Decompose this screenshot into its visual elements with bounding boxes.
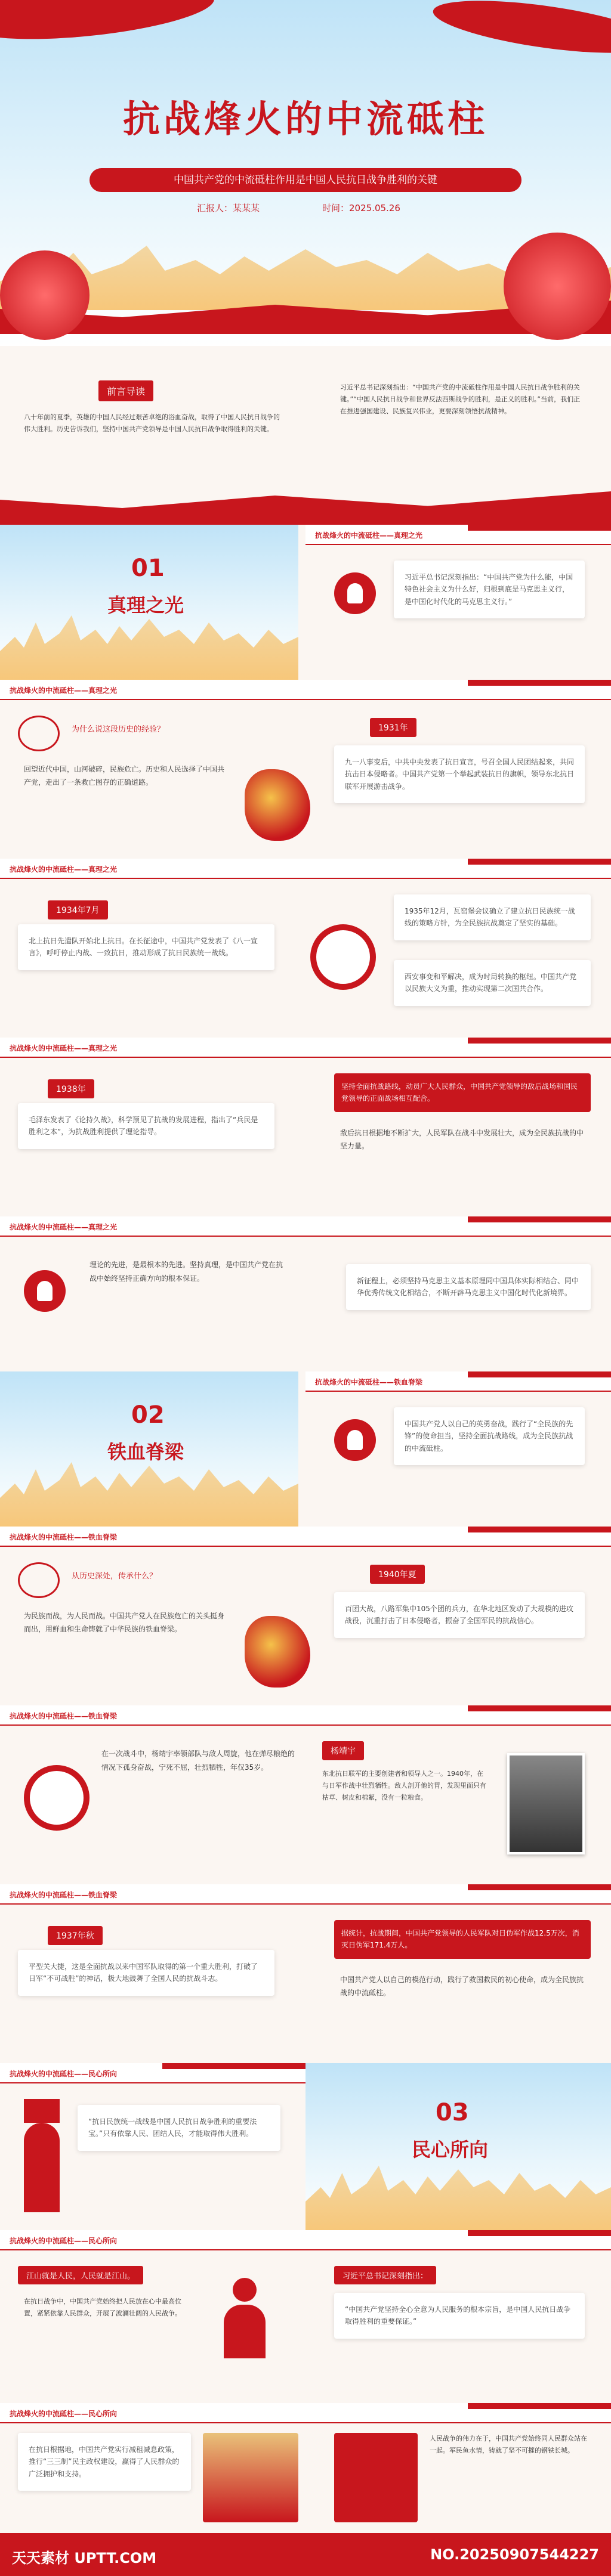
intro-right-text: 习近平总书记深刻指出：“中国共产党的中流砥柱作用是中国人民抗日战争胜利的关键。”“中国人民抗日战争和世界反法西斯战争的胜利，是正义的胜利。”当前，我们正在推进强国建设、民族复兴伟业，更要深刻领悟抗战精神。 [340,383,581,415]
megaphone-icon [18,1562,60,1598]
year-tag: 1940年夏 [370,1565,425,1584]
cover-slide [0,0,611,346]
slide-1940 [0,1527,611,1705]
red-wave [0,483,611,525]
ring-icon [24,1765,90,1831]
left-text: 为民族而战，为人民而战。中国共产党人在民族危亡的关头挺身而出，用鲜血和生命铸就了中华民族的铁血脊梁。 [24,1612,225,1633]
section-title: 铁血脊梁 [107,1441,184,1463]
peony-right-icon [504,233,611,340]
slide-1934 [0,859,611,1038]
slide-header: 抗战烽火的中流砥柱——民心所向 [0,2230,611,2250]
right-card-1: 1935年12月，瓦窑堡会议确立了建立抗日民族统一战线的策略方针，为全民族抗战奠定了坚实的基础。 [394,894,591,940]
trumpet-icon [245,1616,310,1688]
people-group-icon [209,2278,280,2367]
highlight-band: 坚持全面抗战路线，动员广大人民群众，中国共产党领导的敌后战场和国民党领导的正面战场相互配合。 [334,1073,591,1112]
name-text: 东北抗日联军的主要创建者和领导人之一。1940年，在与日军作战中壮烈牺牲。敌人剖开他的胃，发现里面只有枯草、树皮和棉絮，没有一粒粮食。 [322,1770,486,1801]
slide-header: 抗战烽火的中流砥柱——真理之光 [0,1038,611,1058]
right-card: 新征程上，必须坚持马克思主义基本原理同中国具体实际相结合、同中华优秀传统文化相结合，不断开辟马克思主义中国化时代化新境界。 [346,1264,591,1310]
left-tag: 江山就是人民，人民就是江山。 [18,2266,143,2284]
site-watermark: 天天素材 UPTT.COM [12,2550,157,2566]
left-text: 在一次战斗中，杨靖宇率领部队与敌人周旋，他在弹尽粮绝的情况下孤身奋战，宁死不屈，壮烈牺牲，年仅35岁。 [101,1750,295,1772]
target-icon [310,924,376,990]
highlight-band: 据统计，抗战期间，中国共产党领导的人民军队对日伪军作战12.5万次，消灭日伪军171.4万人。 [334,1920,591,1959]
podium-icon [24,1270,66,1312]
slide-hero [0,1705,611,1884]
year-card: 九一八事变后，中共中央发表了抗日宣言，号召全国人民团结起来，共同抗击日本侵略者。中国共产党第一个举起武装抗日的旗帜，领导东北抗日联军开展游击战争。 [334,745,585,803]
year-card: 百团大战，八路军集中105个团的兵力，在华北地区发动了大规模的进攻战役，沉重打击了日本侵略者，振奋了全国军民的抗战信心。 [334,1592,585,1638]
right-card-2: 西安事变和平解决，成为时局转换的枢纽。中国共产党以民族大义为重，推动实现第二次国共合作。 [394,960,591,1006]
speaker-icon [334,1419,376,1461]
portrait-photo [507,1753,585,1854]
trumpet-icon [245,769,310,841]
year-card: 毛泽东发表了《论持久战》，科学预见了抗战的发展进程，指出了“兵民是胜利之本”，为抗战胜利提供了理论指导。 [18,1103,274,1149]
intro-slide [0,346,611,525]
slide-people [0,2230,611,2403]
year-tag: 1934年7月 [48,900,108,919]
right-text: 敌后抗日根据地不断扩大，人民军队在战斗中发展壮大，成为全民族抗战的中坚力量。 [340,1129,584,1150]
red-cloth-image [334,2433,418,2522]
left-text: 回望近代中国，山河破碎，民族危亡。历史和人民选择了中国共产党，走出了一条救亡图存的正确道路。 [24,765,225,787]
left-card: 在抗日根据地，中国共产党实行减租减息政策，推行“三三制”民主政权建设，赢得了人民群众的广泛拥护和支持。 [18,2433,191,2491]
intro-tag: 前言导读 [98,380,153,401]
question: 从历史深处，传承什么？ [72,1572,158,1581]
year-tag: 1931年 [370,718,416,737]
quote-card: 中国共产党人以自己的英勇奋战，践行了“全民族的先锋”的使命担当，坚持全面抗战路线，成为全民族抗战的中流砥柱。 [394,1407,585,1465]
slide-header: 抗战烽火的中流砥柱——真理之光 [0,859,611,879]
date: 时间：2025.05.26 [322,203,400,213]
year-card: 北上抗日先遣队开始北上抗日。在长征途中，中国共产党发表了《八一宣言》，呼吁停止内战、一致抗日，推动形成了抗日民族统一战线。 [18,924,274,970]
gate-image [203,2433,298,2522]
year-card: 平型关大捷，这是全面抗战以来中国军队取得的第一个重大胜利，打破了日军“不可战胜”的神话，极大地鼓舞了全国人民的抗战斗志。 [18,1950,274,1996]
left-card: “抗日民族统一战线是中国人民抗日战争胜利的重要法宝。”只有依靠人民、团结人民，才能取得伟大胜利。 [78,2105,280,2151]
right-card: “中国共产党坚持全心全意为人民服务的根本宗旨，是中国人民抗日战争取得胜利的重要保证。” [334,2293,585,2339]
megaphone-icon [18,716,60,751]
question: 为什么说这段历史的经验？ [72,725,165,734]
slide-header: 抗战烽火的中流砥柱——铁血脊梁 [0,1705,611,1726]
figure-silhouette [24,2123,60,2212]
slide-header: 抗战烽火的中流砥柱——真理之光 [0,1216,611,1237]
section1-slide [0,525,611,680]
year-tag: 1937年秋 [48,1926,103,1945]
section-number: 01 [131,555,165,582]
left-text: 理论的先进，是最根本的先进。坚持真理，是中国共产党在抗战中始终坚持正确方向的根本保证。 [90,1261,283,1283]
section-number: 03 [436,2099,469,2126]
slide-theory [0,1216,611,1371]
speaker-icon [334,572,376,614]
cover-subtitle: 中国共产党的中流砥柱作用是中国人民抗日战争胜利的关键 [90,168,521,192]
section2-slide [0,1371,611,1527]
slide-header: 抗战烽火的中流砥柱——铁血脊梁 [0,1527,611,1547]
slide-header: 抗战烽火的中流砥柱——真理之光 [306,525,611,545]
peony-left-icon [0,250,90,340]
slide-header: 抗战烽火的中流砥柱——民心所向 [0,2063,306,2083]
intro-left-text: 八十年前的夏季，英雄的中国人民经过艰苦卓绝的浴血奋战，取得了中国人民抗日战争的伟大胜利。历史告诉我们，坚持中国共产党领导是中国人民抗日战争取得胜利的关键。 [24,413,280,433]
flag-icon [24,2099,60,2123]
section-title: 真理之光 [107,594,184,617]
name-tag: 杨靖宇 [322,1741,364,1760]
section-number: 02 [131,1401,165,1429]
cover-title: 抗战烽火的中流砥柱 [122,97,488,141]
watermark-footer [0,2533,611,2576]
left-text: 在抗日战争中，中国共产党始终把人民放在心中最高位置，紧紧依靠人民群众，开展了波澜壮阔的人民战争。 [24,2298,181,2317]
right-text: 人民战争的伟力在于，中国共产党始终同人民群众站在一起。军民鱼水情，铸就了坚不可摧的钢铁长城。 [430,2435,587,2454]
slide-1937 [0,1884,611,2063]
reporter: 汇报人：某某某 [197,203,260,213]
quote-card: 习近平总书记深刻指出：“中国共产党为什么能，中国特色社会主义为什么好，归根到底是马克思主义行，是中国化时代化的马克思主义行。” [394,561,585,618]
red-ribbon [0,0,217,49]
item-number: NO.20250907544227 [430,2546,599,2563]
section3-slide [0,2063,611,2230]
slide-header: 抗战烽火的中流砥柱——铁血脊梁 [0,1884,611,1905]
right-tag: 习近平总书记深刻指出： [334,2266,436,2284]
slide-header: 抗战烽火的中流砥柱——铁血脊梁 [306,1371,611,1392]
slide-1938 [0,1038,611,1216]
slide-header: 抗战烽火的中流砥柱——真理之光 [0,680,611,700]
slide-header: 抗战烽火的中流砥柱——民心所向 [0,2403,611,2423]
section-title: 民心所向 [412,2138,489,2161]
year-tag: 1938年 [48,1079,94,1098]
slide-1931 [0,680,611,859]
right-text: 中国共产党人以自己的模范行动，践行了救国救民的初心使命，成为全民族抗战的中流砥柱。 [340,1976,584,1997]
red-ribbon [430,0,611,63]
slide-army-people [0,2403,611,2533]
